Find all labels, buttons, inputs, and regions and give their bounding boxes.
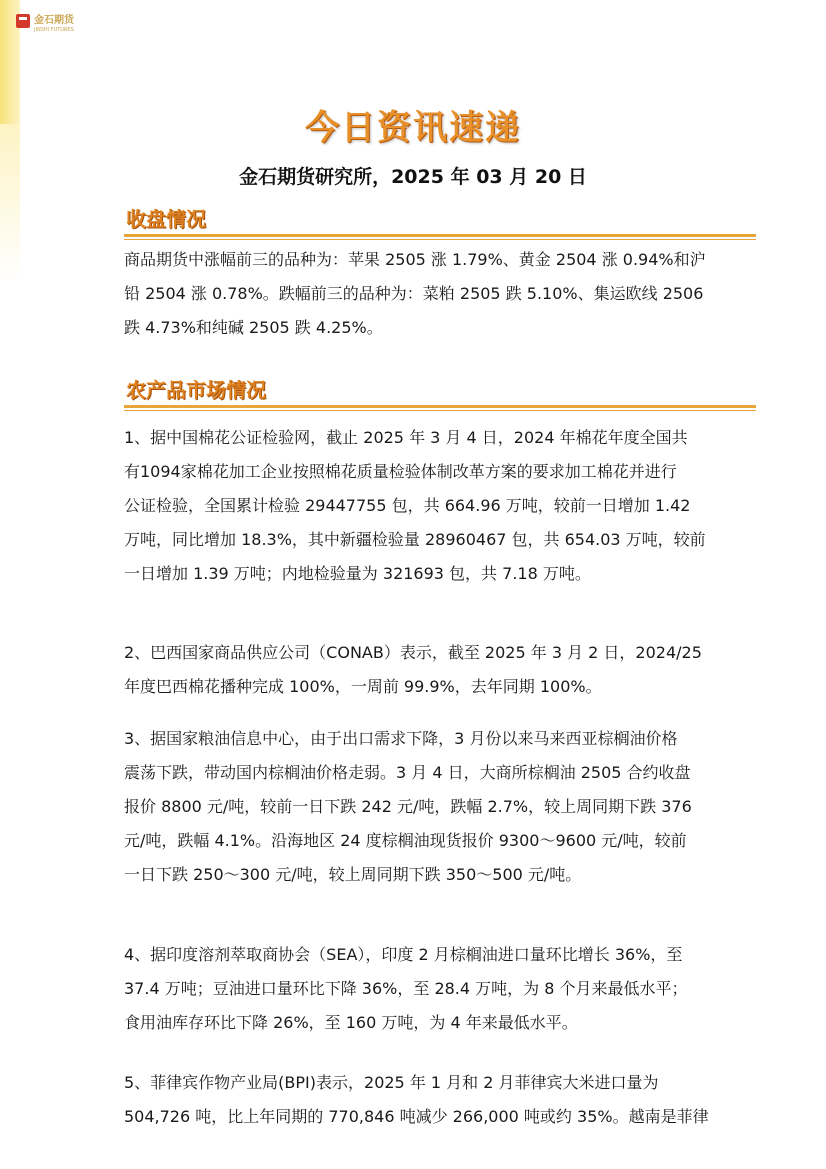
text-line: 铅 2504 涨 0.78%。跌幅前三的品种为：菜粕 2505 跌 5.10%、集运欧线 2506 — [124, 284, 704, 303]
agri-item-5 — [124, 1066, 714, 1134]
text-line: 有1094家棉花加工企业按照棉花质量检验体制改革方案的要求加工棉花并进行 — [124, 462, 677, 481]
text-line: 一日下跌 250～300 元/吨，较上周同期下跌 350～500 元/吨。 — [124, 865, 582, 884]
text-line: 4、据印度溶剂萃取商协会（SEA），印度 2 月棕榈油进口量环比增长 36%，至 — [124, 945, 683, 964]
text-line: 1、据中国棉花公证检验网，截止 2025 年 3 月 4 日，2024 年棉花年度全国共 — [124, 428, 688, 447]
text-line: 3、据国家粮油信息中心，由于出口需求下降，3 月份以来马来西亚棕榈油价格 — [124, 729, 678, 748]
text-line: 报价 8800 元/吨，较前一日下跌 242 元/吨，跌幅 2.7%，较上周同期下跌 376 — [124, 797, 692, 816]
section-closing-header — [124, 203, 756, 240]
text-line: 一日增加 1.39 万吨；内地检验量为 321693 包，共 7.18 万吨。 — [124, 564, 591, 583]
agri-item-1 — [124, 421, 714, 591]
logo — [16, 8, 74, 33]
page-subtitle: 金石期货研究所，2025 年 03 月 20 日 — [239, 166, 587, 188]
text-line: 跌 4.73%和纯碱 2505 跌 4.25%。 — [124, 318, 383, 337]
text-line: 年度巴西棉花播种完成 100%，一周前 99.9%，去年同期 100%。 — [124, 677, 602, 696]
text-line: 2、巴西国家商品供应公司（CONAB）表示，截至 2025 年 3 月 2 日，2024/25 — [124, 643, 702, 662]
logo-mark-icon — [16, 14, 30, 28]
closing-paragraph — [124, 243, 714, 345]
text-line: 震荡下跌，带动国内棕榈油价格走弱。3 月 4 日，大商所棕榈油 2505 合约收盘 — [124, 763, 691, 782]
text-line: 商品期货中涨幅前三的品种为：苹果 2505 涨 1.79%、黄金 2504 涨 0.94%和沪 — [124, 250, 706, 269]
section-rule-thin — [124, 410, 756, 411]
text-line: 37.4 万吨；豆油进口量环比下降 36%，至 28.4 万吨，为 8 个月来最低水平； — [124, 979, 688, 998]
text-line: 万吨，同比增加 18.3%，其中新疆检验量 28960467 包，共 654.03 万吨，较前 — [124, 530, 706, 549]
text-line: 504,726 吨，比上年同期的 770,846 吨减少 266,000 吨或约 35%。越南是菲律 — [124, 1107, 709, 1126]
section-rule — [124, 405, 756, 408]
section-title-closing: 收盘情况 — [126, 207, 206, 231]
text-line: 5、菲律宾作物产业局(BPI)表示，2025 年 1 月和 2 月菲律宾大米进口量为 — [124, 1073, 659, 1092]
text-line: 元/吨，跌幅 4.1%。沿海地区 24 度棕榈油现货报价 9300～9600 元/吨，较前 — [124, 831, 687, 850]
text-line: 食用油库存环比下降 26%，至 160 万吨，为 4 年来最低水平。 — [124, 1013, 578, 1032]
section-rule — [124, 234, 756, 237]
logo-text: 金石期货 — [34, 15, 74, 26]
agri-item-4 — [124, 938, 714, 1040]
section-rule-thin — [124, 239, 756, 240]
text-line: 公证检验，全国累计检验 29447755 包，共 664.96 万吨，较前一日增加 1.42 — [124, 496, 691, 515]
logo-wordmark — [34, 8, 74, 33]
agri-item-3 — [124, 722, 714, 892]
page-title: 今日资讯速递 — [305, 108, 521, 148]
agri-item-2 — [124, 636, 714, 704]
section-title-agri: 农产品市场情况 — [126, 378, 266, 402]
logo-subtext: JINSHI FUTURES — [34, 27, 74, 33]
section-agri-header — [124, 374, 756, 411]
